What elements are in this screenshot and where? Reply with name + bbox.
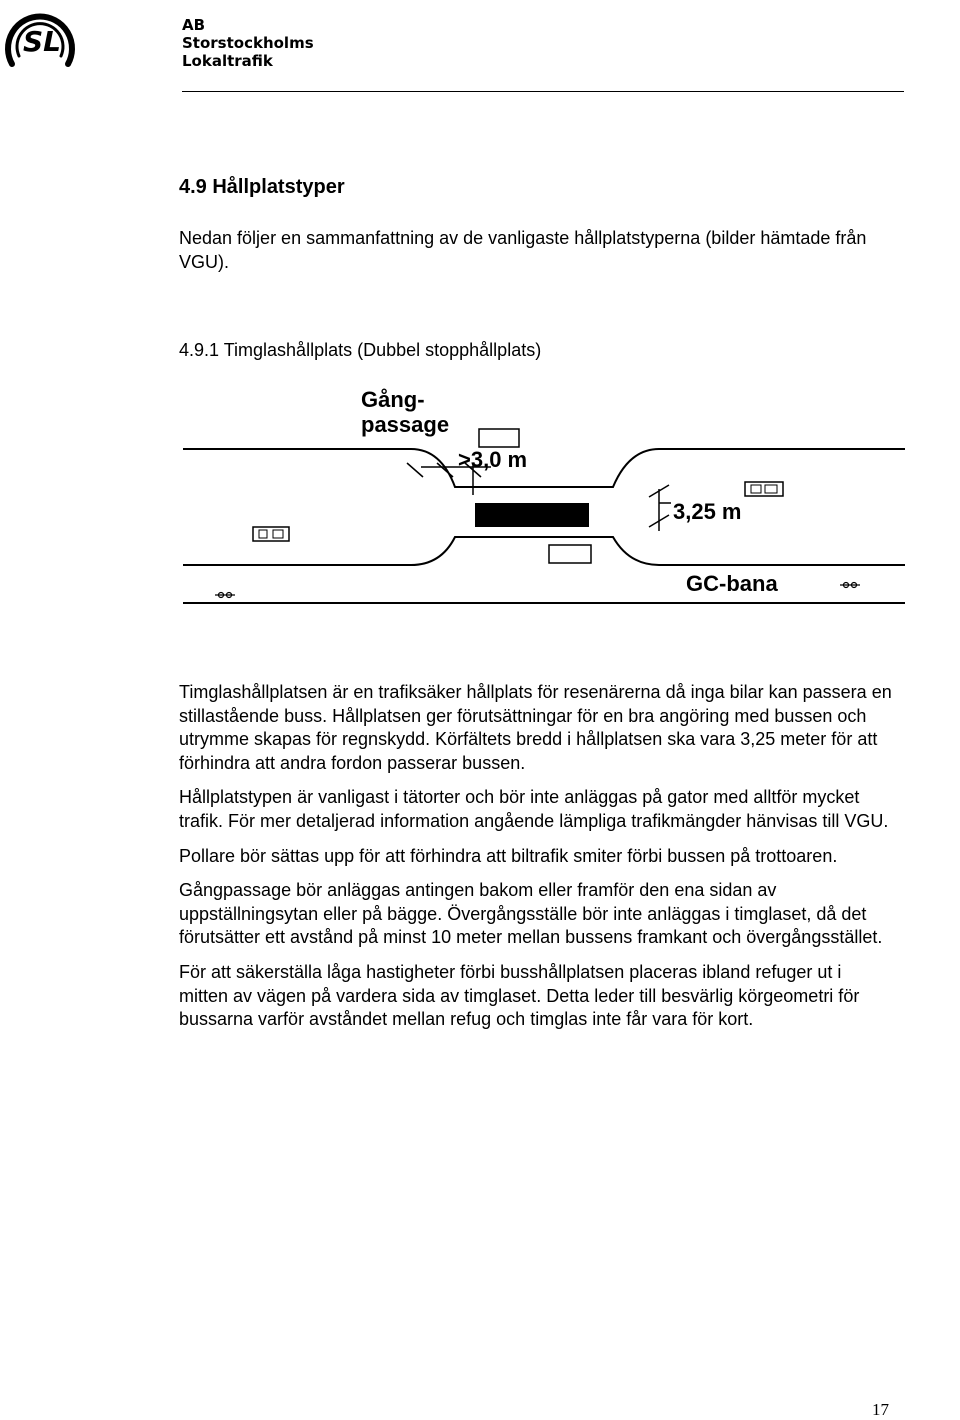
label-crossing-1: Gång- [361,387,425,412]
company-line-3: Lokaltrafik [182,52,273,70]
company-name [182,16,314,70]
sl-logo [2,6,82,74]
label-crossing-2: passage [361,412,450,437]
label-lane-width: 3,25 m [673,499,742,524]
paragraph-5: För att säkerställa låga hastigheter förbi busshållplatsen placeras ibland refuger ut i mitten av vägen på vardera sida av timglaset. Detta leder till besvärlig körgeometri för bussarna varför avståndet mellan refug och timglas inte får vara för kort. [179,961,860,1030]
paragraph-3: Pollare bör sättas upp för att förhindra att biltrafik smiter förbi bussen på trottoaren. [179,845,838,866]
paragraph-2: Hållplatstypen är vanligast i tätorter och bör inte anläggas på gator med alltför mycket trafik. För mer detaljerad information angående lämpliga trafikmängder hänvisas till VGU. [179,787,889,831]
paragraph-4: Gångpassage bör anläggas antingen bakom eller framför den ena sidan av uppställningsytan eller på bägge. Övergångsställe bör inte anläggas i timglaset, då det förutsätter ett avstånd på minst 10 meter mellan bussens framkant och övergångsstället. [179,880,883,948]
paragraph-1: Timglashållplatsen är en trafiksäker hållplats för resenärerna då inga bilar kan passera en stillastående buss. Hållplatsen ger förutsättningar för en bra angöring med bussen och utrymme skapas för regnskydd. Körfältets bredd i hållplatsen ska vara 3,25 meter för att förhindra att andra fordon passerar bussen. [179,682,892,773]
label-cycle-path: GC-bana [686,571,778,596]
company-line-1: AB [182,16,206,34]
section-heading: 4.9 Hållplatstyper [179,176,345,198]
subsection-heading: 4.9.1 Timglashållplats (Dubbel stopphållplats) [179,340,542,360]
label-crossing-width: >3,0 m [458,447,528,472]
shelter-top [479,429,519,447]
car-left [253,527,289,541]
company-line-2: Storstockholms [182,34,314,52]
body-text [179,681,894,1043]
hourglass-stop-drawing [183,385,905,610]
page-number: 17 [872,1400,889,1419]
car-right [745,482,783,496]
sl-logo-text: SL [22,25,62,58]
bicycle-marker-right [840,583,860,588]
bicycle-marker-left [215,593,235,598]
shelter-bottom [549,545,591,563]
bus-stop-bar [475,503,589,527]
header-divider [182,91,904,92]
bus-stop-diagram [183,385,905,610]
sl-logo-icon [2,6,82,74]
section-intro: Nedan följer en sammanfattning av de vanligaste hållplatstyperna (bilder hämtade från VGU). [179,228,867,272]
